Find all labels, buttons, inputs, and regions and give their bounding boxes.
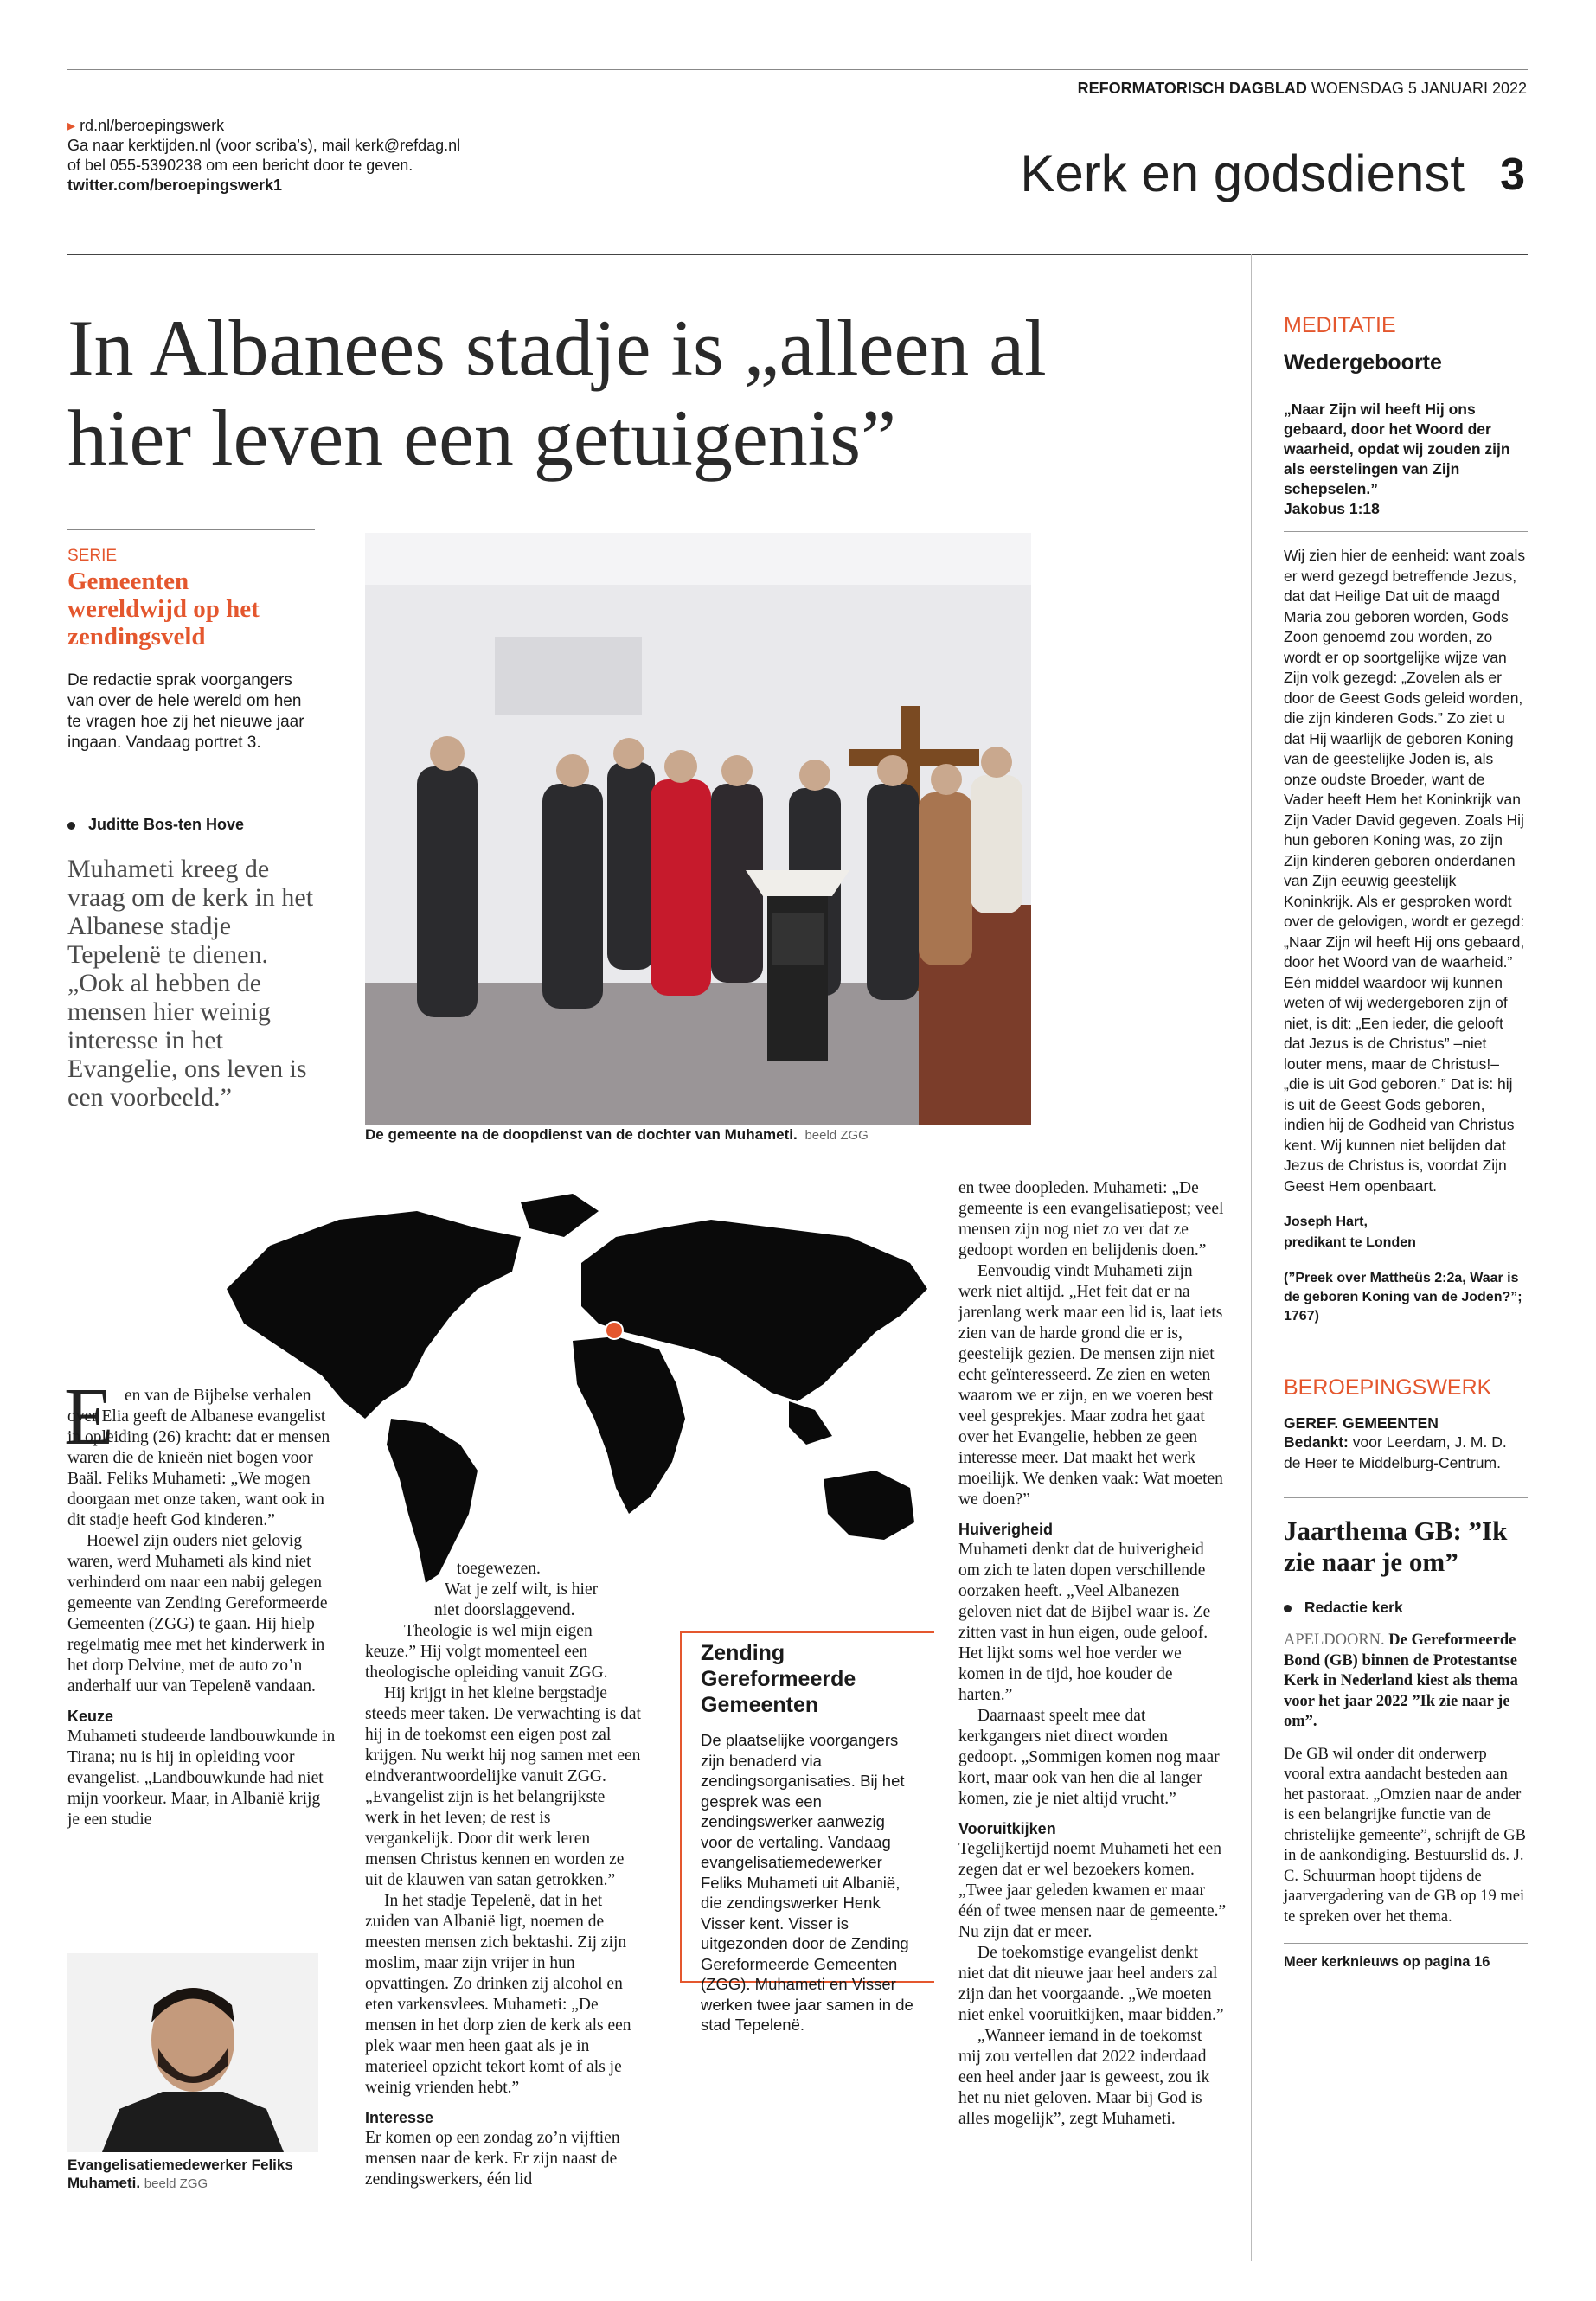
col4-subhead1: Huiverigheid <box>958 1521 1054 1538</box>
col1-subhead: Keuze <box>67 1708 114 1725</box>
col4-para2: Eenvoudig vindt Muhameti zijn werk niet altijd. „Het feit dat er na jarenlang werk maar een lid is, laat iets zien van de harde grond die er is, geestelijk gezien. De mensen zijn niet echt geïnteresseerd. Ze zien en weten waarom we er zijn, en we voeren best veel gesprekjes. Maar zodra het gaat over het Evangelie, hebben ze geen interesse meer. Dat maakt het werk moeilijk. We denken vaak: Wat moeten we doen?” <box>958 1262 1223 1509</box>
meditation-text: Wij zien hier de eenheid: want zoals er werd gezegd betreffende Jezus, dat dat Heilige Dat uit de maagd Maria zou geboren worden, Gods Zoon genoemd zou worden, zo wordt er op soortgelijke wijze van Zijn volk gezegd: „Zovelen als er door de Geest Gods geleid worden, die zijn kinderen Gods.” Zo ziet u dat Hij waarlijk de geboren Koning van de geestelijke Joden is, als onze oudste Broeder, want de Vader heeft Hem het Koninkrijk van Zijn Vader David gegeven. Zoals Hij hun geboren Koning was, zo zijn Zijn kinderen geboren onderdanen van Zijn eeuwig geestelijk Koninkrijk. Als er gesproken wordt over de gelovigen, wordt er gezegd: „Naar Zijn wil heeft Hij ons gebaard, door het Woord van de waarheid.” Eén middel waardoor wij kunnen weten of wij wedergeboren zijn of niet, is dit: „Een ieder, die gelooft dat Jezus is de Christus” –niet louter mens, maar de Christus!– „die is uit God geboren.” Dat is: hij is uit de Geest Gods geboren, indien hij de Godheid van Christus kent. Wij kunnen niet belijden dat Jezus de Christus is, voordat Zijn Geest Hem openbaart. <box>1284 547 1526 1195</box>
albania-marker <box>606 1322 623 1339</box>
col2-para3: In het stadje Tepelenë, dat in het zuiden van Albanië ligt, noemen de meesten mensen zich bektashi. Zij zijn moslim, maar zijn vrijer in hun opvattingen. Zo drinken zij alcohol en eten varkensvlees. Muhameti: „De mensen in het dorp zien de kerk als een plek waar men heen gaat als je in materieel opzicht tekort komt of als je weinig vrienden hebt.” <box>365 1892 631 2097</box>
issue-date: WOENSDAG 5 JANUARI 2022 <box>1311 80 1527 97</box>
photo-caption <box>365 1126 869 1144</box>
arrow-right-icon: ▸ <box>67 117 76 134</box>
col4-para5: Tegelijkertijd noemt Muhameti het een zegen dat er wel bezoekers komen. „Twee jaar geleden kwamen er maar één of twee mensen naar de gemeente.” Nu zijn dat er meer. <box>958 1840 1227 1941</box>
portrait-caption <box>67 2156 318 2193</box>
col4-para3: Muhameti denkt dat de huiverigheid om zich te laten dopen verschillende oorzaken heeft. „Veel Albanezen geloven niet dat de Bijbel waar is. Ze zitten vast in hun eigen, oude geloof. Het lijkt soms wel hoe verder we komen in de tijd, hoe kouder de harten.” <box>958 1541 1211 1704</box>
main-photo <box>365 533 1031 1125</box>
col2-wrap2: Wat je zelf wilt, is hier <box>445 1580 599 1599</box>
lead-text: Muhameti kreeg de vraag om de kerk in het Albanese stadje Tepelenë te dienen. „Ook al hebben de mensen hier weinig interesse in het Evangelie, ons leven is een voorbeeld.” <box>67 855 314 1112</box>
portrait-photo <box>67 1953 318 2152</box>
jaarthema-lead-text: De Gereformeerde Bond (GB) binnen de Protestantse Kerk in Nederland kiest als thema voor het jaar 2022 ”Ik zie naar je om”. <box>1284 1631 1518 1730</box>
article-col4 <box>958 1178 1227 2130</box>
meditation-label: MEDITATIE <box>1284 313 1396 337</box>
paper-name: REFORMATORISCH DAGBLAD <box>1077 80 1307 97</box>
col2-wrap3: niet doorslaggevend. <box>434 1601 575 1619</box>
meditation-author-role: predikant te Londen <box>1284 1235 1416 1250</box>
headline <box>67 303 1047 483</box>
contact-link[interactable]: rd.nl/beroepingswerk <box>80 117 225 134</box>
meditation-author: Joseph Hart, <box>1284 1215 1368 1229</box>
meditation-source: (”Preek over Mattheüs 2:2a, Waar is de geboren Koning van de Joden?”; 1767) <box>1284 1271 1522 1324</box>
col4-para4: Daarnaast speelt mee dat kerkgangers niet direct worden gedoopt. „Sommigen komen nog maar kort, maar ook van hen die al langer komen, zie je niet altijd vrucht.” <box>958 1707 1220 1808</box>
contact-line1: Ga naar kerktijden.nl (voor scriba’s), mail kerk@refdag.nl <box>67 137 461 154</box>
bullet-icon <box>1284 1605 1292 1612</box>
contact-block <box>67 116 460 195</box>
page-number: 3 <box>1500 150 1525 200</box>
col2-wrap4: Theologie is wel mijn eigen <box>404 1622 593 1640</box>
jaarthema-lead <box>1284 1631 1528 1733</box>
series-intro: De redactie sprak voorgangers van over de hele wereld om hen te vragen hoe zij het nieuwe jaar ingaan. Vandaag portret 3. <box>67 671 304 752</box>
drop-cap: E <box>64 1372 114 1462</box>
meditation-quote-ref: Jakobus 1:18 <box>1284 500 1380 517</box>
beroeping-text: voor Leerdam, J. M. D. de Heer te Middelburg-Centrum. <box>1284 1433 1507 1471</box>
col1-para2: Hoewel zijn ouders niet gelovig waren, werd Muhameti als kind niet verhinderd om naar een nabij gelegen gemeente van Zending Gereformeerde Gemeenten (ZGG) te gaan. Hij hielp regelmatig mee met het kinderwerk in het dorp Delvine, met de auto zo’n anderhalf uur van Tepelenë vandaan. <box>67 1532 328 1695</box>
series-title: Gemeenten wereldwijd op het zendingsveld <box>67 567 260 651</box>
photo-credit: beeld ZGG <box>804 1128 869 1143</box>
beroeping-entry <box>1284 1433 1528 1473</box>
col4-para6: De toekomstige evangelist denkt niet dat dit nieuwe jaar heel anders zal zijn dan het voorgaande. „We moeten niet enkel vooruitkijken, maar bidden.” <box>958 1944 1224 2024</box>
col1-para3: Muhameti studeerde landbouwkunde in Tirana; nu is hij in opleiding voor evangelist. „Landbouwkunde had niet mijn voorkeur. Maar, in Albanië krijg je een studie <box>67 1727 336 1829</box>
jaarthema-title: Jaarthema GB: ”Ik zie naar je om” <box>1284 1516 1508 1577</box>
sidebar <box>1284 313 1528 1971</box>
portrait-caption-text: Evangelisatiemedewerker Feliks Muhameti. <box>67 2157 293 2191</box>
jaarthema-dateline: APELDOORN. <box>1284 1631 1385 1649</box>
beroeping-status: Bedankt: <box>1284 1433 1349 1451</box>
col2-para4: Er komen op een zondag zo’n vijftien mensen naar de kerk. Er zijn naast de zendingswerkers, één lid <box>365 2129 620 2189</box>
author-name: Juditte Bos-ten Hove <box>88 816 245 833</box>
col2-wrap1: toegewezen. <box>457 1560 541 1578</box>
info-box-title: Zending Gereformeerde Gemeenten <box>701 1641 856 1717</box>
article-col2 <box>365 1559 642 2190</box>
masthead-line <box>1078 80 1527 98</box>
beroeping-label: BEROEPINGSWERK <box>1284 1375 1492 1400</box>
contact-line2: of bel 055-5390238 om een bericht door te geven. <box>67 157 413 174</box>
col4-para7: „Wanneer iemand in de toekomst mij zou vertellen dat 2022 inderdaad een heel ander jaar is geweest, zou ik het nu niet geloven. Maar bij God is alles mogelijk”, zegt Muhameti. <box>958 2027 1210 2128</box>
beroeping-group: GEREF. GEMEENTEN <box>1284 1414 1439 1432</box>
portrait-credit: beeld ZGG <box>144 2176 208 2191</box>
series-label: SERIE <box>67 547 118 565</box>
author-line <box>67 816 244 834</box>
info-box-text: De plaatselijke voorgangers zijn benaderd via zendingsorganisaties. Bij het gesprek was een zendingswerker aanwezig voor de vertaling. Vandaag evangelisatiemedewerker Feliks Muhameti uit Albanië, die zendingswerker Henk Visser kent. Visser is uitgezonden door de Zending Gereformeerde Gemeenten (ZGG). Muhameti en Visser werken twee jaar samen in de stad Tepelenë. <box>701 1731 913 2034</box>
headline-line1: In Albanees stadje is „alleen al <box>67 304 1047 392</box>
jaarthema-author-line <box>1284 1599 1528 1617</box>
col2-para2: Hij krijgt in het kleine bergstadje steeds meer taken. De verwachting is dat hij in de toekomst een eigen post zal krijgen. Nu werkt hij nog samen met een eindverantwoordelijke vanuit ZGG. „Evangelist zijn is het belangrijkste werk in het leven; de rest is vergankelijk. Door dit werk leren mensen Christus kennen en worden ze uit de klauwen van satan getrokken.” <box>365 1684 641 1889</box>
bullet-icon <box>67 822 75 830</box>
col4-para1: en twee doopleden. Muhameti: „De gemeente is een evangelisatiepost; veel mensen zijn nog niet zo ver dat ze gedoopt worden en belijdenis doen.” <box>958 1179 1224 1259</box>
col4-subhead2: Vooruitkijken <box>958 1820 1056 1837</box>
jaarthema-author: Redactie kerk <box>1304 1599 1403 1616</box>
meditation-quote: „Naar Zijn wil heeft Hij ons gebaard, door het Woord der waarheid, opdat wij zouden zijn als eerstelingen van Zijn schepselen.” <box>1284 401 1510 497</box>
article-col1 <box>67 1386 336 1830</box>
jaarthema-text: De GB wil onder dit onderwerp vooral extra aandacht besteden aan het pastoraat. „Omzien naar de ander is een belangrijke functie van de christelijke gemeente”, schrijft de GB in de aankondiging. Bestuurslid ds. J. C. Schuurman hoopt tijdens de jaarvergadering van de GB op 19 mei te spreken over het thema. <box>1284 1745 1526 1926</box>
section-title: Kerk en godsdienst <box>1020 144 1465 202</box>
photo-caption-text: De gemeente na de doopdienst van de dochter van Muhameti. <box>365 1126 798 1143</box>
headline-line2: hier leven een getuigenis” <box>67 394 896 482</box>
col2-subhead: Interesse <box>365 2109 434 2126</box>
info-box <box>680 1631 934 2034</box>
col2-para1: keuze.” Hij volgt momenteel een theologische opleiding vanuit ZGG. <box>365 1643 608 1682</box>
col1-first-para: en van de Bijbelse verhalen over Elia geeft de Albanese evangelist in opleiding (26) kracht: dat er mensen waren die de knieën niet bogen voor Baäl. Feliks Muhameti: „We mogen doorgaan met onze taken, want ook in dit stadje heeft God kinderen.” <box>67 1387 330 1529</box>
meditation-title: Wedergeboorte <box>1284 350 1442 375</box>
contact-twitter[interactable]: twitter.com/beroepingswerk1 <box>67 176 283 194</box>
more-news-link[interactable]: Meer kerknieuws op pagina 16 <box>1284 1954 1490 1970</box>
